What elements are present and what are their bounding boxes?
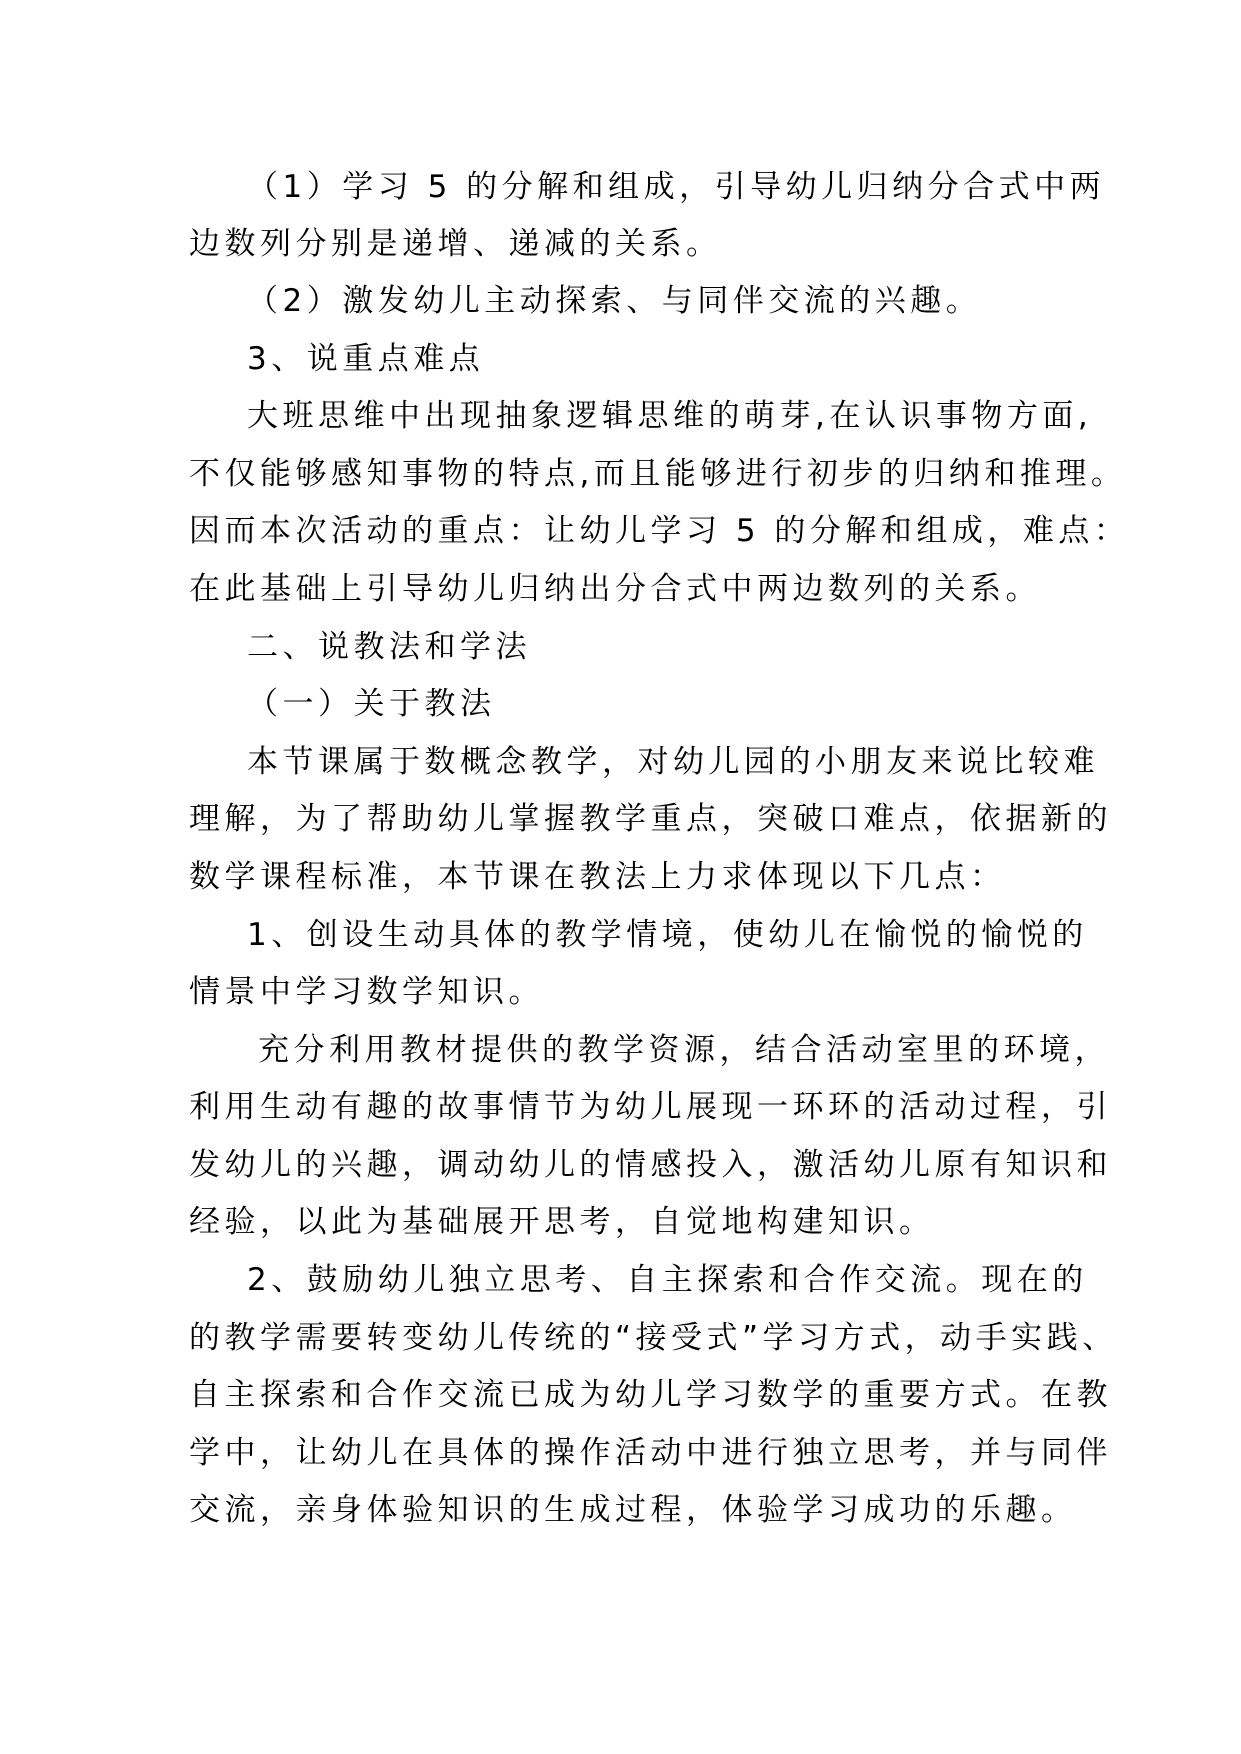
text-line: 理解，为了帮助幼儿掌握教学重点，突破口难点，依据新的 bbox=[189, 801, 1112, 837]
text-line: 1、创设生动具体的教学情境，使幼儿在愉悦的愉悦的 bbox=[247, 917, 1088, 953]
text-line: 不仅能够感知事物的特点,而且能够进行初步的归纳和推理。 bbox=[189, 456, 1127, 492]
text-line: 因而本次活动的重点：让幼儿学习 5 的分解和组成，难点： bbox=[189, 513, 1130, 549]
text-line: （2）激发幼儿主动探索、与同伴交流的兴趣。 bbox=[247, 283, 982, 319]
text-line: 边数列分别是递增、递减的关系。 bbox=[189, 226, 722, 262]
text-line: 经验，以此为基础展开思考，自觉地构建知识。 bbox=[189, 1204, 935, 1240]
text-line: 自主探索和合作交流已成为幼儿学习数学的重要方式。在教 bbox=[189, 1377, 1112, 1413]
text-line: 大班思维中出现抽象逻辑思维的萌芽,在认识事物方面, bbox=[247, 398, 1093, 434]
section-heading: 二、说教法和学法 bbox=[247, 629, 531, 665]
text-line: 利用生动有趣的故事情节为幼儿展现一环环的活动过程，引 bbox=[189, 1089, 1112, 1125]
section-heading: 3、说重点难点 bbox=[247, 341, 485, 377]
text-line: 本节课属于数概念教学，对幼儿园的小朋友来说比较难 bbox=[247, 744, 1099, 780]
text-line: 2、鼓励幼儿独立思考、自主探索和合作交流。现在的 bbox=[247, 1262, 1088, 1298]
text-line: 学中，让幼儿在具体的操作活动中进行独立思考，并与同伴 bbox=[189, 1435, 1112, 1471]
text-line: 交流，亲身体验知识的生成过程，体验学习成功的乐趣。 bbox=[189, 1492, 1077, 1528]
text-line: 在此基础上引导幼儿归纳出分合式中两边数列的关系。 bbox=[189, 571, 1041, 607]
text-line: （1）学习 5 的分解和组成，引导幼儿归纳分合式中两 bbox=[247, 169, 1106, 205]
subsection-heading: （一）关于教法 bbox=[247, 686, 496, 722]
text-line: 数学课程标准，本节课在教法上力求体现以下几点： bbox=[189, 859, 1006, 895]
text-line: 情景中学习数学知识。 bbox=[189, 974, 544, 1010]
text-line: 的教学需要转变幼儿传统的“接受式”学习方式，动手实践、 bbox=[189, 1320, 1118, 1356]
text-line: 发幼儿的兴趣，调动幼儿的情感投入，激活幼儿原有知识和 bbox=[189, 1147, 1112, 1183]
text-line: 充分利用教材提供的教学资源，结合活动室里的环境， bbox=[258, 1032, 1110, 1068]
